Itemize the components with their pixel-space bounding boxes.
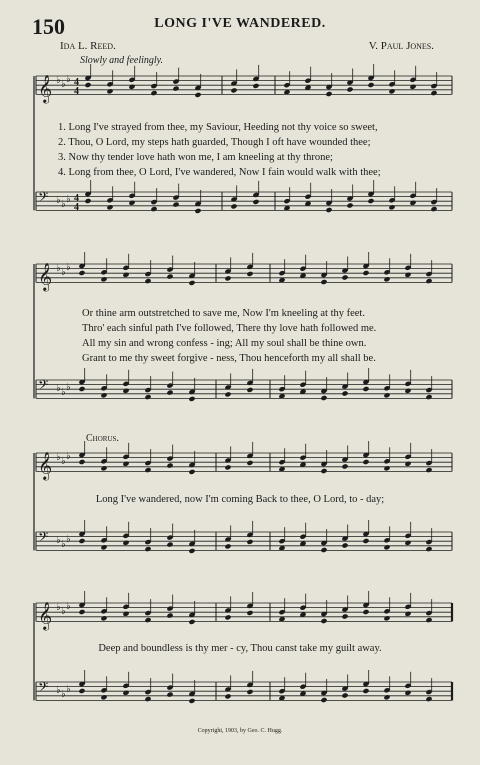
note-head: [404, 388, 411, 394]
note-head: [404, 461, 411, 467]
note-head: [341, 463, 348, 469]
treble-clef-icon: 𝄞: [38, 74, 53, 103]
note-head: [100, 615, 107, 621]
note-head: [188, 396, 195, 402]
note-head: [166, 390, 173, 396]
note-head: [122, 388, 129, 394]
note-head: [388, 204, 395, 210]
note-head: [194, 92, 201, 98]
note-head: [383, 276, 390, 282]
flat-icon: ♭: [61, 539, 66, 550]
verse-line: 4. Long from thee, O Lord, I've wandered, Now I fain would walk with thee;: [58, 167, 381, 178]
note-head: [144, 394, 151, 400]
flat-icon: ♭: [61, 689, 66, 700]
note-head: [425, 394, 432, 400]
note-head: [122, 461, 129, 467]
note-head: [100, 694, 107, 700]
note-head: [172, 202, 179, 208]
note-head: [128, 84, 135, 90]
flat-icon: ♭: [56, 75, 61, 86]
verse-line: 2. Thou, O Lord, my steps hath guarded, Though I oft have wounded thee;: [58, 137, 371, 148]
note-head: [362, 270, 369, 276]
note-head: [150, 90, 157, 96]
flat-icon: ♭: [61, 606, 66, 617]
flat-icon: ♭: [61, 456, 66, 467]
note-head: [246, 460, 253, 466]
note-head: [224, 693, 231, 699]
note-head: [320, 547, 327, 553]
note-head: [320, 468, 327, 474]
flat-icon: ♭: [61, 199, 66, 210]
note-head: [84, 82, 91, 88]
note-head: [100, 276, 107, 282]
note-head: [224, 543, 231, 549]
note-head: [78, 609, 85, 615]
note-head: [409, 84, 416, 90]
note-head: [383, 615, 390, 621]
note-head: [166, 613, 173, 619]
bass-clef-icon: 𝄢: [38, 679, 49, 698]
bass-clef-icon: 𝄢: [38, 529, 49, 548]
note-head: [78, 270, 85, 276]
note-head: [84, 198, 91, 204]
flat-icon: ♭: [66, 451, 71, 462]
verse-line: All my sin and wrong confess - ing; All my soul shall be thine own.: [82, 338, 367, 349]
note-head: [252, 83, 259, 89]
note-head: [188, 698, 195, 704]
flat-icon: ♭: [61, 387, 66, 398]
flat-icon: ♭: [66, 534, 71, 545]
note-head: [383, 465, 390, 471]
note-head: [144, 278, 151, 284]
note-head: [246, 539, 253, 545]
flat-icon: ♭: [66, 262, 71, 273]
verse-block-1: [58, 120, 458, 180]
note-head: [188, 469, 195, 475]
note-head: [425, 278, 432, 284]
note-head: [122, 540, 129, 546]
note-head: [362, 386, 369, 392]
note-head: [128, 200, 135, 206]
note-head: [144, 546, 151, 552]
note-head: [362, 538, 369, 544]
note-head: [150, 206, 157, 212]
note-head: [106, 204, 113, 210]
note-head: [362, 688, 369, 694]
verse-line: 3. Now thy tender love hath won me, I am kneeling at thy throne;: [58, 152, 333, 163]
note-head: [425, 617, 432, 623]
note-head: [246, 689, 253, 695]
flat-icon: ♭: [56, 263, 61, 274]
note-head: [230, 87, 237, 93]
time-signature-top: 4: [74, 77, 79, 88]
note-head: [224, 464, 231, 470]
flat-icon: ♭: [66, 74, 71, 85]
page-number: 150: [32, 14, 65, 39]
flat-icon: ♭: [56, 195, 61, 206]
flat-icon: ♭: [56, 602, 61, 613]
flat-icon: ♭: [66, 382, 71, 393]
flat-icon: ♭: [56, 685, 61, 696]
note-head: [122, 690, 129, 696]
note-head: [367, 198, 374, 204]
note-head: [404, 272, 411, 278]
note-head: [246, 610, 253, 616]
time-signature-bottom: 4: [74, 202, 79, 213]
verse-line: 1. Long I've strayed from thee, my Saviour, Heeding not thy voice so sweet,: [58, 122, 378, 133]
bass-clef-icon: 𝄢: [38, 189, 49, 208]
note-head: [122, 272, 129, 278]
flat-icon: ♭: [61, 267, 66, 278]
note-head: [224, 391, 231, 397]
note-head: [430, 206, 437, 212]
note-head: [404, 690, 411, 696]
time-signature-top: 4: [74, 193, 79, 204]
note-head: [425, 546, 432, 552]
note-head: [320, 618, 327, 624]
note-head: [252, 199, 259, 205]
note-head: [325, 91, 332, 97]
note-head: [320, 395, 327, 401]
author-credit: Ida L. Reed.: [60, 40, 116, 52]
tempo-marking: Slowly and feelingly.: [80, 55, 164, 66]
note-head: [230, 203, 237, 209]
copyright-notice: Copyright, 1903, by Geo. C. Hugg.: [197, 728, 283, 734]
note-head: [341, 542, 348, 548]
note-head: [425, 467, 432, 473]
note-head: [144, 467, 151, 473]
note-head: [166, 463, 173, 469]
note-head: [341, 274, 348, 280]
note-head: [166, 274, 173, 280]
treble-clef-icon: 𝄞: [38, 262, 53, 291]
note-head: [188, 280, 195, 286]
note-head: [122, 611, 129, 617]
note-head: [78, 538, 85, 544]
note-head: [362, 459, 369, 465]
note-head: [320, 697, 327, 703]
note-head: [194, 208, 201, 214]
note-head: [341, 613, 348, 619]
flat-icon: ♭: [56, 535, 61, 546]
note-head: [367, 82, 374, 88]
note-head: [166, 542, 173, 548]
flat-icon: ♭: [56, 452, 61, 463]
verse-line: Grant to me thy sweet forgive - ness, Thou henceforth my all shall be.: [82, 353, 376, 364]
note-head: [78, 688, 85, 694]
flat-icon: ♭: [56, 383, 61, 394]
note-head: [100, 465, 107, 471]
note-head: [188, 548, 195, 554]
note-head: [383, 694, 390, 700]
note-head: [224, 614, 231, 620]
note-head: [188, 619, 195, 625]
note-head: [430, 90, 437, 96]
note-head: [383, 544, 390, 550]
flat-icon: ♭: [66, 194, 71, 205]
bass-clef-icon: 𝄢: [38, 377, 49, 396]
verse-line: Or thine arm outstretched to save me, Now I'm kneeling at thy feet.: [82, 308, 365, 319]
composer-credit: V. Paul Jones.: [368, 40, 434, 52]
note-head: [404, 611, 411, 617]
note-head: [341, 692, 348, 698]
note-head: [341, 390, 348, 396]
note-head: [100, 392, 107, 398]
note-head: [320, 279, 327, 285]
note-head: [100, 544, 107, 550]
note-head: [172, 86, 179, 92]
note-head: [346, 86, 353, 92]
note-head: [409, 200, 416, 206]
note-head: [362, 609, 369, 615]
treble-clef-icon: 𝄞: [38, 451, 53, 480]
note-head: [246, 271, 253, 277]
note-head: [425, 696, 432, 702]
note-head: [224, 275, 231, 281]
verse-line: Thro' each sinful path I've followed, There thy love hath followed me.: [82, 323, 377, 334]
verse-block-2: [82, 306, 480, 366]
time-signature-bottom: 4: [74, 86, 79, 97]
note-head: [106, 88, 113, 94]
note-head: [325, 207, 332, 213]
note-head: [78, 386, 85, 392]
chorus-line-2: Deep and boundless is thy mer - cy, Thou canst take my guilt away.: [98, 643, 382, 654]
note-head: [404, 540, 411, 546]
note-head: [346, 202, 353, 208]
note-head: [388, 88, 395, 94]
note-head: [78, 459, 85, 465]
note-head: [144, 617, 151, 623]
flat-icon: ♭: [61, 79, 66, 90]
chorus-label: Chorus.: [86, 433, 119, 444]
note-head: [383, 392, 390, 398]
flat-icon: ♭: [66, 684, 71, 695]
note-head: [144, 696, 151, 702]
note-head: [166, 692, 173, 698]
chorus-line-1: Long I've wandered, now I'm coming Back to thee, O Lord, to - day;: [95, 494, 385, 505]
hymn-title: LONG I'VE WANDERED.: [154, 16, 326, 31]
flat-icon: ♭: [66, 601, 71, 612]
note-head: [246, 387, 253, 393]
treble-clef-icon: 𝄞: [38, 601, 53, 630]
